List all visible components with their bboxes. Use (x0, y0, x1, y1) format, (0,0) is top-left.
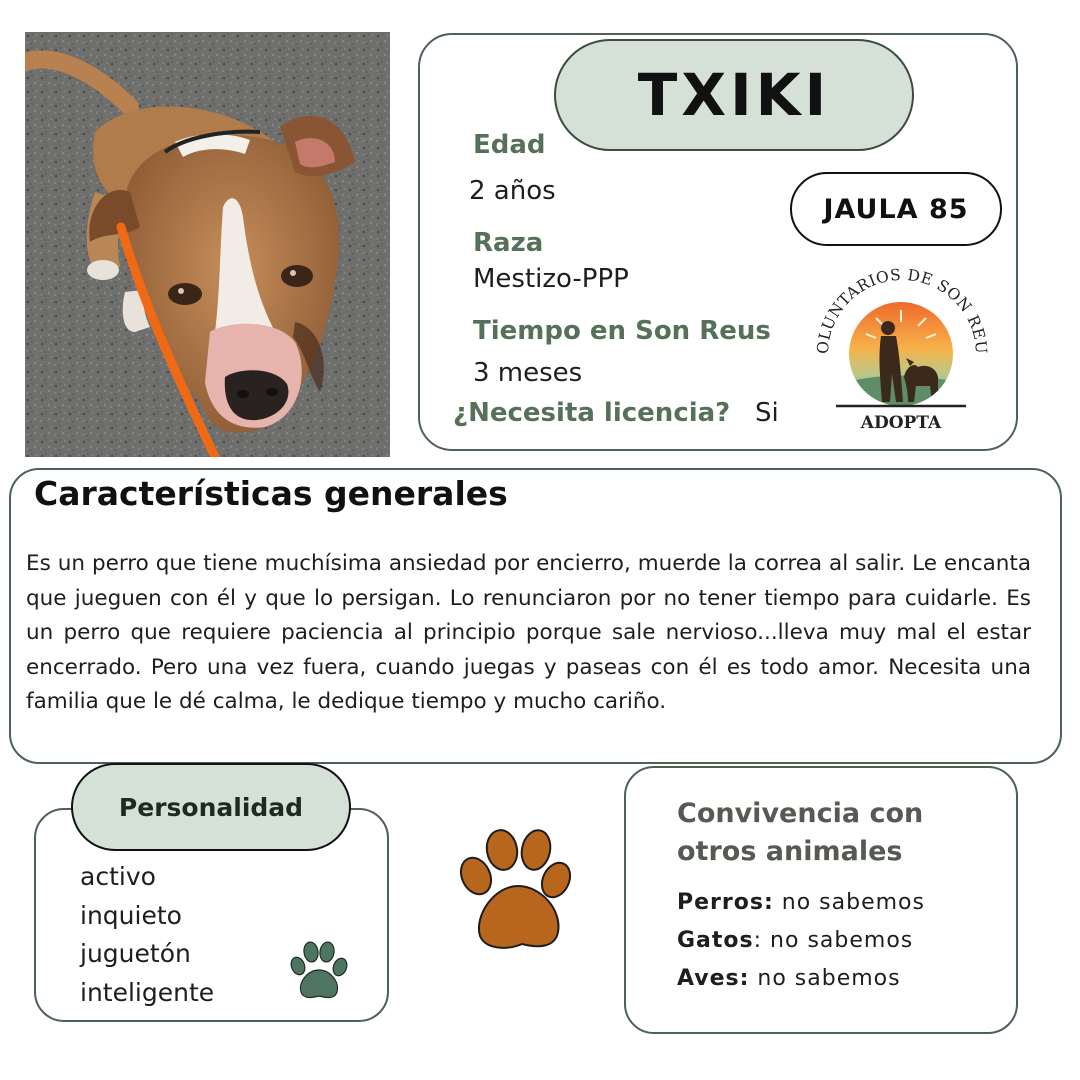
personality-trait: activo (80, 862, 156, 891)
dog-name: TXIKI (554, 39, 914, 151)
general-title: Características generales (34, 474, 508, 513)
personality-list (80, 858, 214, 1012)
coexistence-title-line2: otros animales (677, 836, 903, 867)
license-value: Si (755, 398, 779, 428)
time-value: 3 meses (473, 358, 583, 388)
coexistence-label: Aves: (677, 966, 750, 991)
logo-arc-text: OLUNTARIOS DE SON REU (813, 265, 991, 355)
personality-trait: inteligente (80, 977, 215, 1007)
coexistence-row-birds (677, 966, 901, 991)
logo-word: ADOPTA (860, 413, 942, 433)
paw-icon (290, 940, 348, 1002)
personality-title: Personalidad (71, 763, 351, 851)
adopta-logo (806, 262, 996, 434)
coexistence-title (677, 795, 1007, 871)
dog-photo (25, 32, 390, 457)
coexistence-title-line1: Convivencia con (677, 798, 924, 829)
coexistence-label: Perros: (677, 890, 774, 915)
breed-value: Mestizo-PPP (473, 264, 629, 294)
coexistence-value: no sabemos (773, 890, 925, 915)
personality-trait: juguetón (80, 939, 191, 968)
personality-trait: inquieto (80, 900, 182, 930)
breed-label: Raza (473, 228, 544, 258)
general-description: Es un perro que tiene muchísima ansiedad por encierro, muerde la correa al salir. Le encanta que jueguen con él y que lo persigan. Lo renunciaron por no tener tiempo para cuidarle. Es un perro que requiere paciencia al principio porque sale nervioso...lleva muy mal el estar encerrado. Pero una vez fuera, cuando juegas y paseas con él es todo amor. Necesita una familia que le dé calma, le dedique tiempo y mucho cariño. (26, 551, 1031, 714)
cage-badge: JAULA 85 (790, 172, 1002, 246)
coexistence-row-cats (677, 928, 913, 953)
coexistence-label: Gatos (677, 928, 754, 953)
paw-icon (456, 828, 572, 956)
coexistence-row-dogs (677, 890, 925, 915)
license-label: ¿Necesita licencia? (453, 398, 731, 428)
coexistence-value: no sabemos (749, 966, 901, 991)
age-label: Edad (473, 130, 546, 160)
age-value: 2 años (469, 176, 556, 206)
coexistence-value: : no sabemos (753, 928, 914, 953)
time-label: Tiempo en Son Reus (473, 316, 771, 346)
